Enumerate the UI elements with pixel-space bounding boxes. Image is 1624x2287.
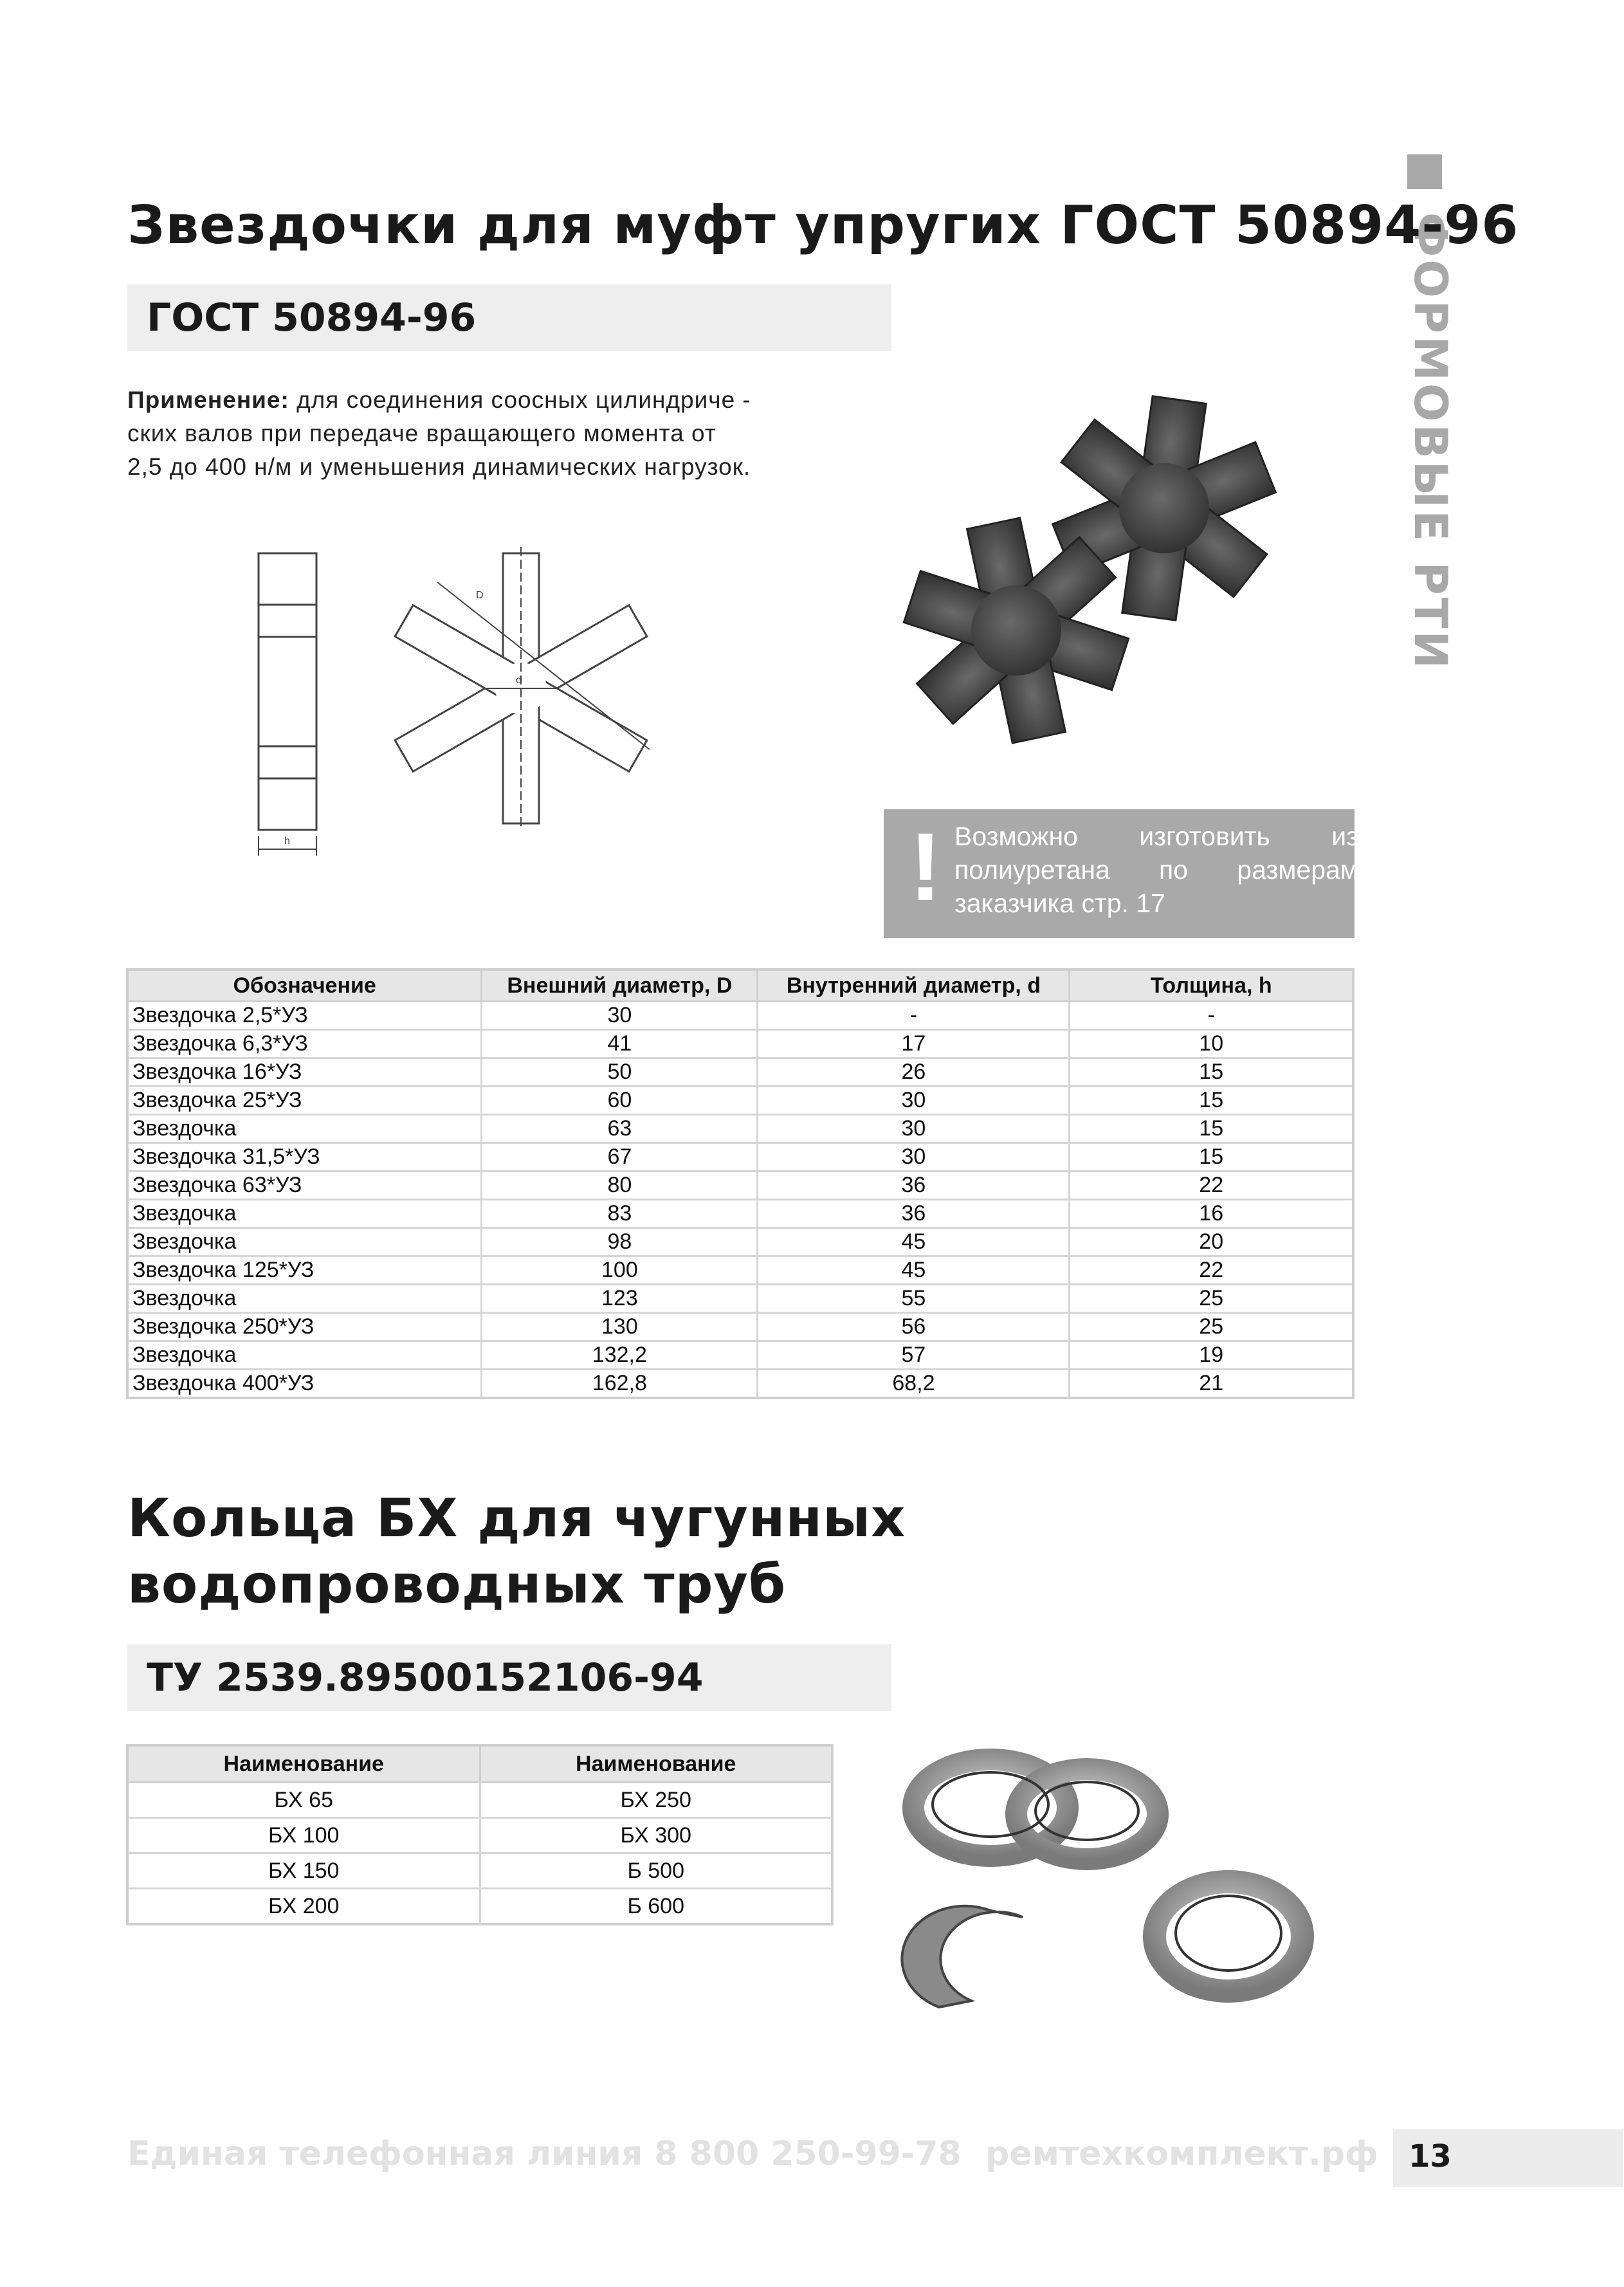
table-row [127,1143,1353,1171]
table-cell: 67 [482,1143,758,1171]
application-label: Применение: [127,387,289,413]
table-cell: 83 [482,1200,758,1228]
stars-spec-table [126,968,1355,1399]
rings-header-row [127,1745,832,1783]
table-cell: Звездочка [127,1341,482,1370]
section2-title [127,1486,906,1618]
rings-table-cell: БХ 100 [127,1818,480,1853]
table-row [127,1002,1353,1030]
table-cell: 15 [1070,1115,1353,1143]
table-cell: 19 [1070,1341,1353,1370]
rings-header-name-2: Наименование [480,1745,832,1783]
application-line-2: ских валов при передаче вращающего момента от [127,420,716,446]
table-cell: 55 [758,1285,1070,1313]
table-cell: 15 [1070,1143,1353,1171]
header-designation: Обозначение [127,969,482,1002]
table-cell: 17 [758,1030,1070,1058]
table-row [127,1200,1353,1228]
table-cell: 25 [1070,1285,1353,1313]
table-cell: 30 [482,1002,758,1030]
table-row [127,1115,1353,1143]
table-cell: 22 [1070,1256,1353,1285]
table-cell: 30 [758,1087,1070,1115]
drawing-label-D: D [476,590,484,601]
header-thickness: Толщина, h [1070,969,1353,1002]
table-cell: Звездочка 250*УЗ [127,1313,482,1341]
notice-exclamation-icon: ! [909,813,942,921]
rings-table-body [127,1783,832,1925]
section2-title-line-2: водопроводных труб [127,1554,787,1615]
rings-table-cell: БХ 150 [127,1853,480,1889]
table-cell: Звездочка 31,5*УЗ [127,1143,482,1171]
table-cell: 50 [482,1058,758,1087]
header-outer-diameter: Внешний диаметр, D [482,969,758,1002]
table-cell: 21 [1070,1370,1353,1399]
table-cell: 80 [482,1171,758,1200]
technical-drawing [244,540,707,875]
table-row [127,1313,1353,1341]
section2-subtitle: ТУ 2539.89500152106-94 [147,1655,704,1700]
table-cell: 162,8 [482,1370,758,1399]
product-photo-stars [881,380,1344,772]
table-cell: Звездочка 6,3*УЗ [127,1030,482,1058]
table-cell: 36 [758,1171,1070,1200]
table-cell: Звездочка [127,1285,482,1313]
table-cell: 25 [1070,1313,1353,1341]
rings-table-cell: Б 500 [480,1853,832,1889]
drawing-label-d: d [516,675,522,686]
header-inner-diameter: Внутренний диаметр, d [758,969,1070,1002]
table-cell: Звездочка 16*УЗ [127,1058,482,1087]
side-section-label: ФОРМОВЫЕ РТИ [1404,212,1457,672]
product-photo-rings [894,1724,1357,2033]
table-cell: 98 [482,1228,758,1256]
table-cell: 20 [1070,1228,1353,1256]
application-text [127,383,835,484]
table-cell: Звездочка [127,1200,482,1228]
table-row [127,1030,1353,1058]
table-row [127,1341,1353,1370]
table-row [127,1370,1353,1399]
table-cell: Звездочка 125*УЗ [127,1256,482,1285]
section2-title-line-1: Кольца БХ для чугунных [127,1488,906,1549]
section1-subtitle: ГОСТ 50894-96 [147,295,477,340]
section1-subtitle-band [127,284,891,351]
rings-table-row [127,1783,832,1818]
table-cell: Звездочка 63*УЗ [127,1171,482,1200]
table-cell: 15 [1070,1058,1353,1087]
table-cell: 41 [482,1030,758,1058]
table-cell: 45 [758,1256,1070,1285]
table-cell: 36 [758,1200,1070,1228]
table-cell: 68,2 [758,1370,1070,1399]
section1-title: Звездочки для муфт упругих ГОСТ 50894-96 [127,195,1519,256]
table-row [127,1285,1353,1313]
table-cell: 22 [1070,1171,1353,1200]
rings-table-cell: БХ 65 [127,1783,480,1818]
rings-table-row [127,1853,832,1889]
rings-header-name-1: Наименование [127,1745,480,1783]
rings-table [126,1744,834,1925]
stars-table-body [127,1002,1353,1399]
application-line-1 [127,383,835,417]
table-cell: 100 [482,1256,758,1285]
notice-box [884,809,1358,938]
rings-table-cell: БХ 200 [127,1889,480,1925]
table-row [127,1256,1353,1285]
table-header-row [127,969,1353,1002]
table-cell: 30 [758,1143,1070,1171]
rings-table-row [127,1818,832,1853]
side-marker-square [1407,154,1442,189]
table-row [127,1058,1353,1087]
table-cell: 63 [482,1115,758,1143]
table-cell: 56 [758,1313,1070,1341]
table-row [127,1171,1353,1200]
table-cell: 130 [482,1313,758,1341]
rings-table-cell: БХ 300 [480,1818,832,1853]
application-line-3: 2,5 до 400 н/м и уменьшения динамических нагрузок. [127,454,751,480]
table-cell: 57 [758,1341,1070,1370]
side-view [259,553,316,856]
rings-table-cell: Б 600 [480,1889,832,1925]
front-view-star [395,547,650,830]
table-cell: Звездочка 2,5*УЗ [127,1002,482,1030]
table-cell: 132,2 [482,1341,758,1370]
footer-site[interactable]: ремтехкомплект.рф [985,2135,1378,2173]
table-cell: 60 [482,1087,758,1115]
rings-table-row [127,1889,832,1925]
table-cell: 26 [758,1058,1070,1087]
table-cell: 15 [1070,1087,1353,1115]
table-row [127,1087,1353,1115]
table-cell: 16 [1070,1200,1353,1228]
drawing-label-h: h [284,836,290,847]
ring-cut-piece [902,1906,1023,2007]
table-row [127,1228,1353,1256]
table-cell: Звездочка [127,1115,482,1143]
table-cell: Звездочка 400*УЗ [127,1370,482,1399]
section2-subtitle-band [127,1644,891,1711]
table-cell: 123 [482,1285,758,1313]
table-cell: 45 [758,1228,1070,1256]
table-cell: - [758,1002,1070,1030]
table-cell: Звездочка [127,1228,482,1256]
page-number: 13 [1409,2138,1452,2174]
table-cell: - [1070,1002,1353,1030]
table-cell: 30 [758,1115,1070,1143]
footer-phone-line: Единая телефонная линия 8 800 250-99-78 [127,2135,962,2173]
table-cell: Звездочка 25*УЗ [127,1087,482,1115]
application-line-1-text: для соединения соосных цилиндриче - [297,387,751,413]
rings-table-cell: БХ 250 [480,1783,832,1818]
notice-text: Возможно изготовить из полиуретана по размерам заказчика стр. 17 [954,822,1358,918]
table-cell: 10 [1070,1030,1353,1058]
